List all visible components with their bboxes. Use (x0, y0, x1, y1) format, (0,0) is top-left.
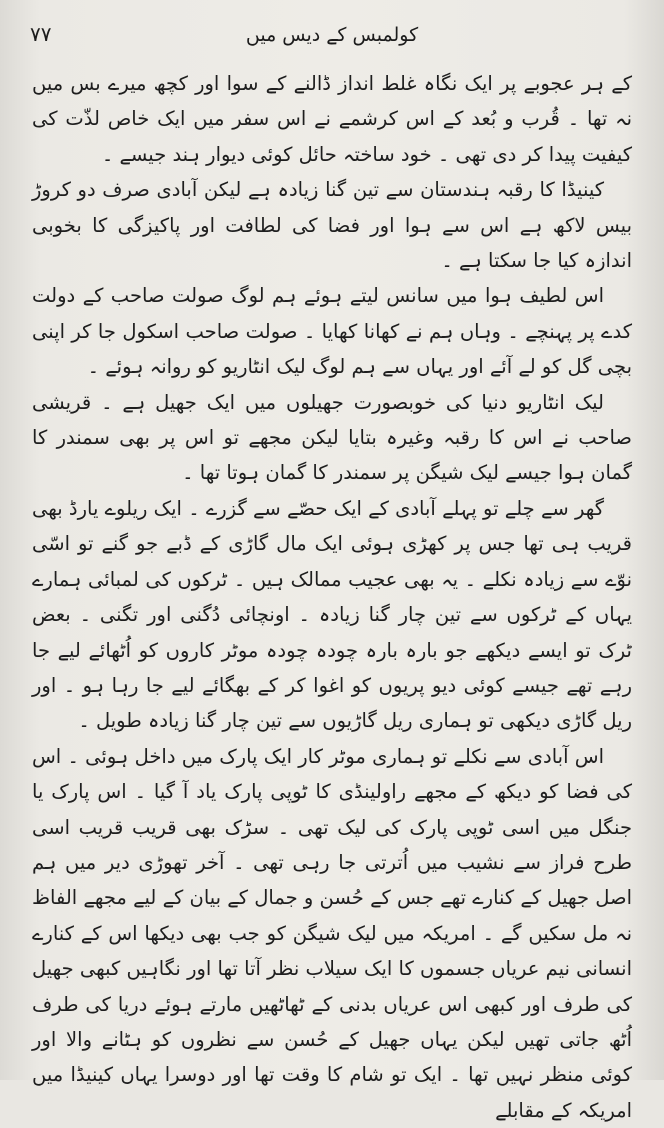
page-header (30, 18, 634, 58)
running-title: کولمبس کے دیس میں (245, 24, 419, 46)
paragraph-1: کے ہر عجوبے پر ایک نگاہ غلط انداز ڈالنے کے سوا اور کچھ میرے بس میں نہ تھا ۔ قُرب و بُعد کے اس کرشمے نے اس سفر میں ایک خاص لذّت کی کیفیت پیدا کر دی تھی ۔ خود ساختہ حائل کوئی دیوار ہند جیسے ۔ (32, 72, 632, 166)
paragraph-3: اس لطیف ہوا میں سانس لیتے ہوئے ہم لوگ صولت صاحب کے دولت کدے پر پہنچے ۔ وہاں ہم نے کھانا کھایا ۔ صولت صاحب اسکول جا کر اپنی بچی گل کو لے آئے اور یہاں سے ہم لوگ لیک انٹاریو کو روانہ ہوئے ۔ (32, 284, 632, 379)
paragraph-6: اس آبادی سے نکلے تو ہماری موٹر کار ایک پارک میں داخل ہوئی ۔ اس کی فضا کو دیکھ کے مجھے راولینڈی کا ٹوپی پارک یاد آ گیا ۔ اس پارک یا جنگل میں اسی ٹوپی پارک کی لیک تھی ۔ سڑک بھی قریب قریب اسی طرح فراز سے نشیب میں اُترتی جا رہی تھی ۔ آخر تھوڑی دیر میں ہم اصل جھیل کے کنارے تھے جس کے حُسن و جمال کے بیان کے لیے مجھے الفاظ نہ مل سکیں گے ۔ امریکہ میں لیک شیگن کو جب بھی دیکھا اس کے کنارے انسانی نیم عریاں جسموں کا ایک سیلاب نظر آتا تھا اور نگاہیں کبھی جھیل کی طرف اور کبھی اس عریاں بدنی کے ٹھاٹھیں مارتے ہوئے دریا کی طرف اُٹھ جاتی تھیں لیکن یہاں جھیل کے حُسن سے نظروں کو ہٹانے والا اور کوئی منظر نہیں تھا ۔ ایک تو شام کا وقت تھا اور دوسرا یہاں کینیڈا میں امریکہ کے مقابلے (32, 744, 632, 1122)
paragraph-5: گھر سے چلے تو پہلے آبادی کے ایک حصّے سے گزرے ۔ ایک ریلوے یارڈ بھی قریب ہی تھا جس پر کھڑی ہوئی ایک مال گاڑی کے ڈبے جو گنے تو اسّی نوّے سے زیادہ نکلے ۔ یہ بھی عجیب ممالک ہیں ۔ ٹرکوں کی لمبائی ہمارے یہاں کے ٹرکوں سے تین چار گنا زیادہ ۔ اونچائی دُگنی اور تگنی ۔ بعض ٹرک تو ایسے دیکھے جو بارہ بارہ چودہ چودہ موٹر کاروں کو اُٹھائے لیے جا رہے تھے جیسے کوئی دیو پریوں کو اغوا کر کے بھگائے لیے جا رہا ہو ۔ اور ریل گاڑی دیکھی تو ہماری ریل گاڑیوں سے تین چار گنا زیادہ طویل ۔ (32, 496, 632, 733)
paragraph-4: لیک انٹاریو دنیا کی خوبصورت جھیلوں میں ایک جھیل ہے ۔ قریشی صاحب نے اس کا رقبہ وغیرہ بتایا لیکن مجھے تو اس پر بھی سمندر کا گمان ہوا جیسے لیک شیگن پر سمندر کا گمان ہوتا تھا ۔ (32, 390, 632, 485)
body-text (32, 66, 632, 1122)
page-number: ۷۷ (30, 22, 52, 46)
paragraph-2: کینیڈا کا رقبہ ہندستان سے تین گنا زیادہ ہے لیکن آبادی صرف دو کروڑ بیس لاکھ ہے اس سے ہوا اور فضا کی لطافت اور پاکیزگی کا بخوبی اندازہ کیا جا سکتا ہے ۔ (32, 178, 632, 273)
